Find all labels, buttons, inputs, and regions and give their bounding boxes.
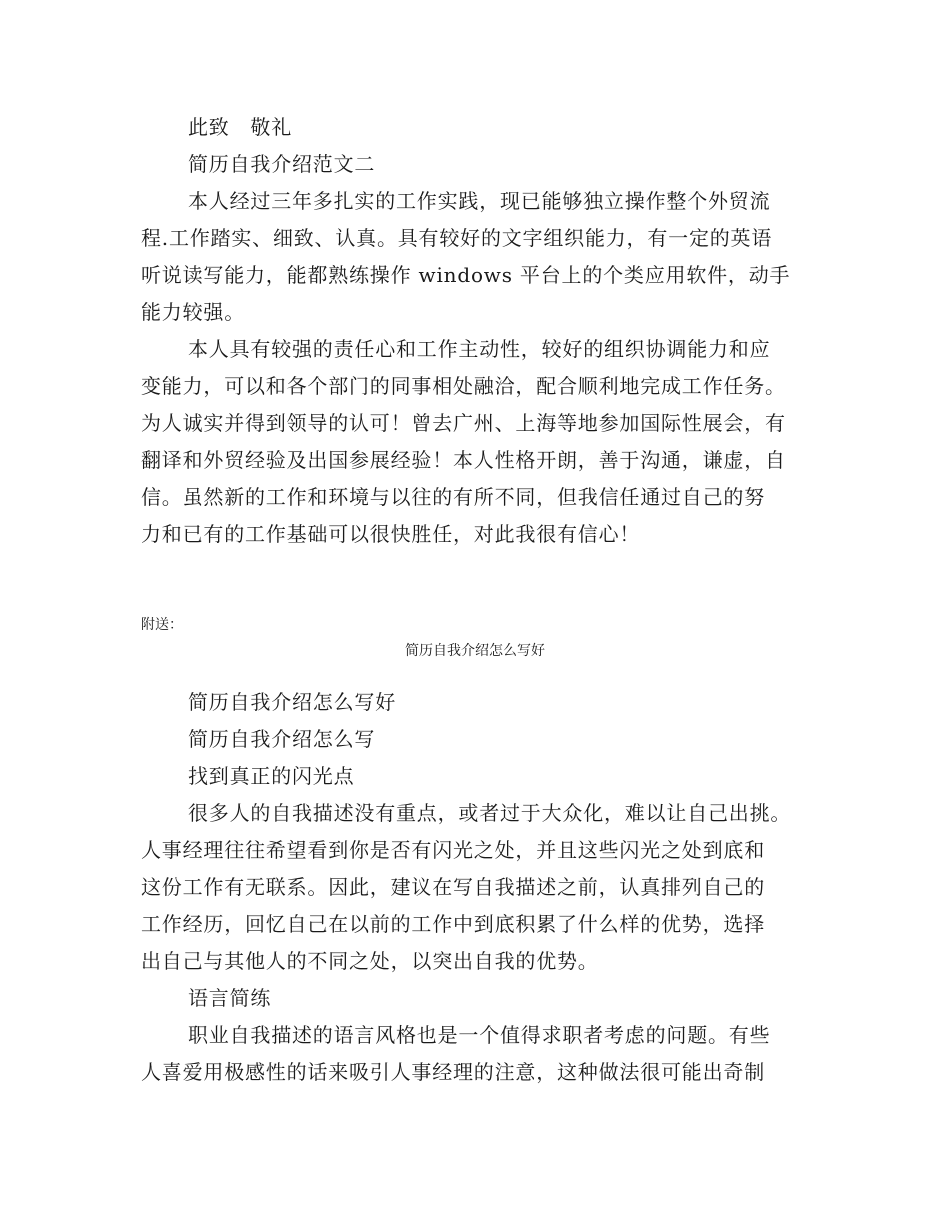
paragraph-line: 人喜爱用极感性的话来吸引人事经理的注意，这种做法很可能出奇制 bbox=[141, 1060, 765, 1084]
paragraph-line: 这份工作有无联系。因此，建议在写自我描述之前，认真排列自己的 bbox=[141, 875, 765, 899]
paragraph-line: 人事经理往往希望看到你是否有闪光之处，并且这些闪光之处到底和 bbox=[141, 838, 765, 862]
paragraph-line: 力和已有的工作基础可以很快胜任，对此我很有信心！ bbox=[141, 522, 641, 546]
paragraph-line: 翻译和外贸经验及出国参展经验！本人性格开朗，善于沟通，谦虚，自 bbox=[141, 448, 786, 472]
paragraph-line: 职业自我描述的语言风格也是一个值得求职者考虑的问题。有些 bbox=[188, 1023, 771, 1047]
section-heading: 找到真正的闪光点 bbox=[188, 764, 355, 788]
section-heading: 简历自我介绍怎么写好 bbox=[188, 690, 396, 714]
section-heading: 简历自我介绍怎么写 bbox=[188, 727, 376, 751]
appendix-label: 附送： bbox=[141, 617, 183, 633]
paragraph-line: 工作经历，回忆自己在以前的工作中到底积累了什么样的优势，选择 bbox=[141, 912, 765, 936]
paragraph-line: 程.工作踏实、细致、认真。具有较好的文字组织能力，有一定的英语 bbox=[141, 226, 773, 250]
paragraph-line: 变能力，可以和各个部门的同事相处融洽，配合顺利地完成工作任务。 bbox=[141, 374, 786, 398]
section-heading: 语言简练 bbox=[188, 986, 272, 1010]
paragraph-line: 听说读写能力，能都熟练操作 windows 平台上的个类应用软件，动手 bbox=[141, 263, 791, 287]
paragraph-line: 信。虽然新的工作和环境与以往的有所不同，但我信任通过自己的努 bbox=[141, 485, 765, 509]
section-heading-sample-two: 简历自我介绍范文二 bbox=[188, 152, 376, 176]
appendix-title: 简历自我介绍怎么写好 bbox=[405, 643, 545, 659]
closing-salutation: 此致 敬礼 bbox=[188, 115, 292, 139]
paragraph-line: 本人具有较强的责任心和工作主动性，较好的组织协调能力和应 bbox=[188, 337, 771, 361]
paragraph-line: 本人经过三年多扎实的工作实践，现已能够独立操作整个外贸流 bbox=[188, 189, 771, 213]
paragraph-line: 出自己与其他人的不同之处，以突出自我的优势。 bbox=[141, 949, 599, 973]
paragraph-line: 很多人的自我描述没有重点，或者过于大众化，难以让自己出挑。 bbox=[188, 801, 792, 825]
paragraph-line: 为人诚实并得到领导的认可！曾去广州、上海等地参加国际性展会，有 bbox=[141, 411, 786, 435]
paragraph-line: 能力较强。 bbox=[141, 300, 245, 324]
